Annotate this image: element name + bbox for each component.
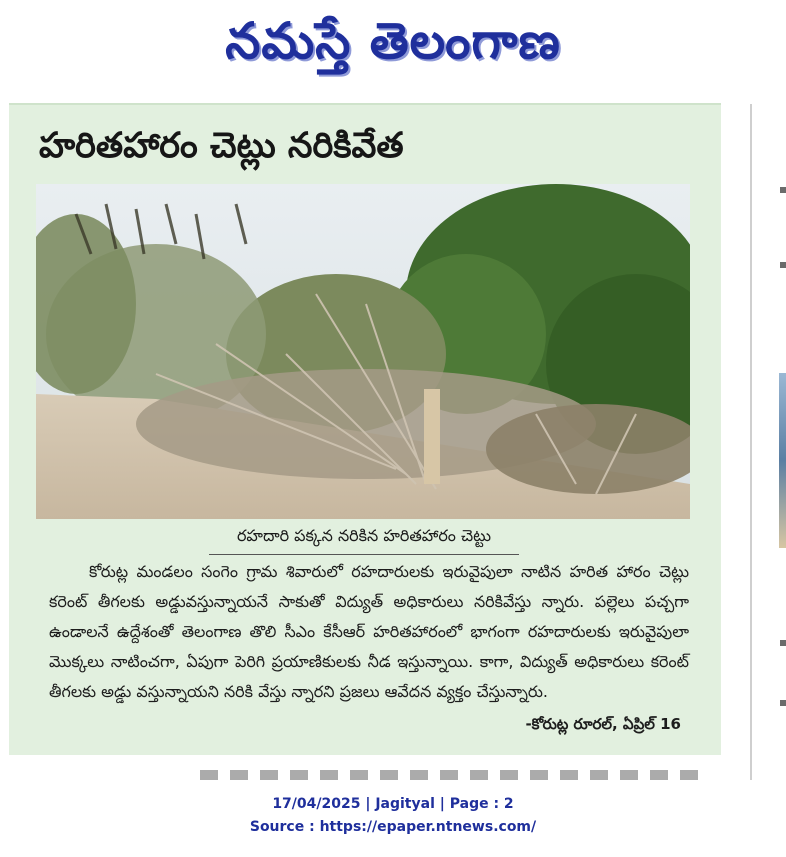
page-footer [0, 793, 786, 839]
column-divider [750, 104, 752, 780]
news-article [9, 103, 721, 755]
article-headline: హరితహారం చెట్లు నరికివేత [39, 126, 404, 166]
newspaper-masthead [0, 8, 786, 78]
adjacent-article-photo-edge [779, 373, 786, 548]
edition-info: 17/04/2025 | Jagityal | Page : 2 [272, 796, 514, 812]
adjacent-article-text-edge [780, 262, 786, 268]
adjacent-article-text-edge [780, 187, 786, 193]
adjacent-article-text-edge [780, 700, 786, 706]
next-article-headline-edge [200, 770, 700, 780]
source-link[interactable]: Source : https://epaper.ntnews.com/ [249, 819, 537, 835]
masthead-title: నమస్తే తెలంగాణ [225, 12, 561, 70]
adjacent-article-text-edge [780, 640, 786, 646]
felled-trees-photo [36, 184, 690, 519]
article-dateline: -కోరుట్ల రూరల్, ఏప్రిల్ 16 [525, 715, 681, 733]
article-body: కోరుట్ల మండలం సంగెం గ్రామ శివారులో రహదారులకు ఇరువైపులా నాటిన హరిత హారం చెట్లు కరెంట్ తీగలకు అడ్డువస్తున్నాయనే సాకుతో విద్యుత్ అధికారులు నరికివేస్తు న్నారు. పల్లెలు పచ్చగా ఉండాలనే ఉద్దేశంతో తెలంగాణ తొలి సీఎం కేసీఆర్ హరితహారంలో భాగంగా రహదారులకు ఇరువైపులా మొక్కలు నాటించగా, ఏపుగా పెరిగి ప్రయాణికులకు నీడ ఇస్తున్నాయి. కాగా, విద్యుత్ అధికారులు కరెంట్ తీగలకు అడ్డు వస్తున్నాయని నరికి వేస్తు న్నారని ప్రజలు ఆవేదన వ్యక్తం చేస్తున్నారు. [49, 562, 689, 701]
photo-caption: రహదారి పక్కన నరికిన హరితహారం చెట్టు [209, 520, 519, 555]
article-photo [36, 184, 690, 519]
